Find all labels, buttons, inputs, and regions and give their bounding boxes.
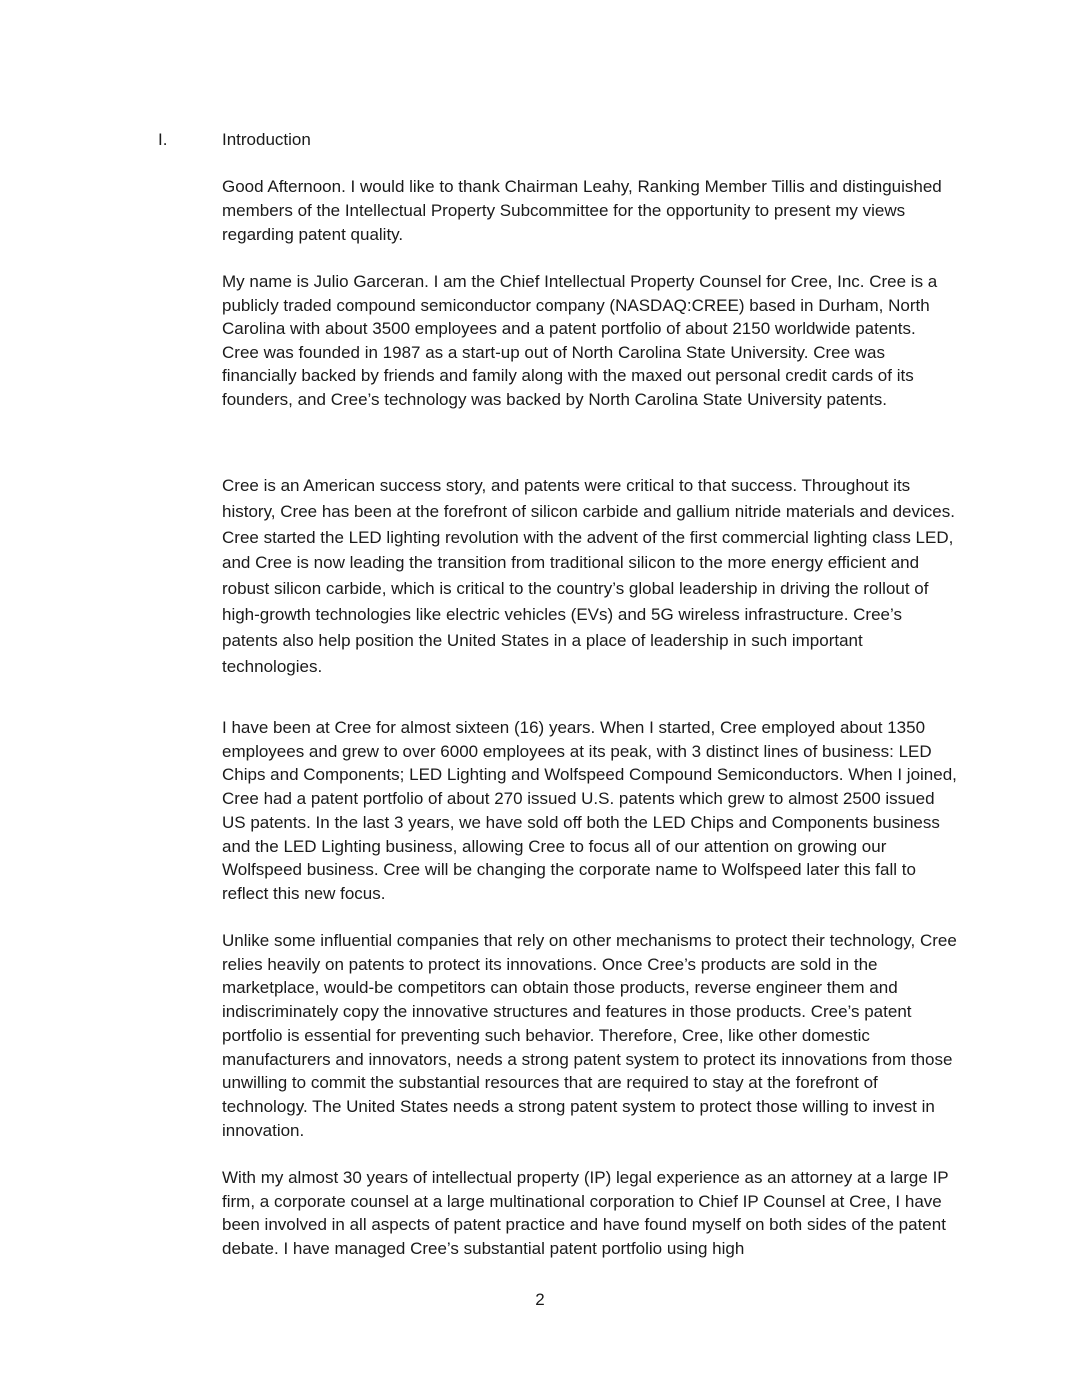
section-title: Introduction	[222, 130, 311, 149]
paragraph-greeting: Good Afternoon. I would like to thank Chairman Leahy, Ranking Member Tillis and distinguished members of the Intellectual Property Subcommittee for the opportunity to present my views regarding patent quality.	[222, 177, 942, 244]
section-number: I.	[158, 130, 168, 149]
paragraph-success-story: Cree is an American success story, and patents were critical to that success. Throughout its history, Cree has been at the forefront of silicon carbide and gallium nitride materials and devices. Cree started the LED lighting revolution with the advent of the first commercial lighting class LED, and Cree is now leading the transition from traditional silicon to the more energy efficient and robust silicon carbide, which is critical to the country’s global leadership in driving the rollout of high-growth technologies like electric vehicles (EVs) and 5G wireless infrastructure. Cree’s patents also help position the United States in a place of leadership in such important technologies.	[222, 476, 955, 676]
paragraph-experience: With my almost 30 years of intellectual property (IP) legal experience as an attorney at a large IP firm, a corporate counsel at a large multinational corporation to Chief IP Counsel at Cree, I have been involved in all aspects of patent practice and have found myself on both sides of the patent debate. I have managed Cree’s substantial patent portfolio using high	[222, 1168, 949, 1259]
page-number: 2	[535, 1290, 545, 1309]
paragraph-patent-reliance: Unlike some influential companies that rely on other mechanisms to protect their technology, Cree relies heavily on patents to protect its innovations. Once Cree’s products are sold in the marketplace, would-be competitors can obtain those products, reverse engineer them and indiscriminately copy the innovative structures and features in those products. Cree’s patent portfolio is essential for preventing such behavior. Therefore, Cree, like other domestic manufacturers and innovators, needs a strong patent system to protect its innovations from those unwilling to commit the substantial resources that are required to stay at the forefront of technology. The United States needs a strong patent system to protect those willing to invest in innovation.	[222, 931, 957, 1140]
paragraph-tenure: I have been at Cree for almost sixteen (16) years. When I started, Cree employed about 1350 employees and grew to over 6000 employees at its peak, with 3 distinct lines of business: LED Chips and Components; LED Lighting and Wolfspeed Compound Semiconductors. When I joined, Cree had a patent portfolio of about 270 issued U.S. patents which grew to almost 2500 issued US patents. In the last 3 years, we have sold off both the LED Chips and Components business and the LED Lighting business, allowing Cree to focus all of our attention on growing our Wolfspeed business. Cree will be changing the corporate name to Wolfspeed later this fall to reflect this new focus.	[222, 718, 957, 903]
paragraph-introduction-name: My name is Julio Garceran. I am the Chief Intellectual Property Counsel for Cree, Inc. Cree is a publicly traded compound semiconductor company (NASDAQ:CREE) based in Durham, North Carolina with about 3500 employees and a patent portfolio of about 2150 worldwide patents. Cree was founded in 1987 as a start-up out of North Carolina State University. Cree was financially backed by friends and family along with the maxed out personal credit cards of its founders, and Cree’s technology was backed by North Carolina State University patents.	[222, 272, 938, 409]
